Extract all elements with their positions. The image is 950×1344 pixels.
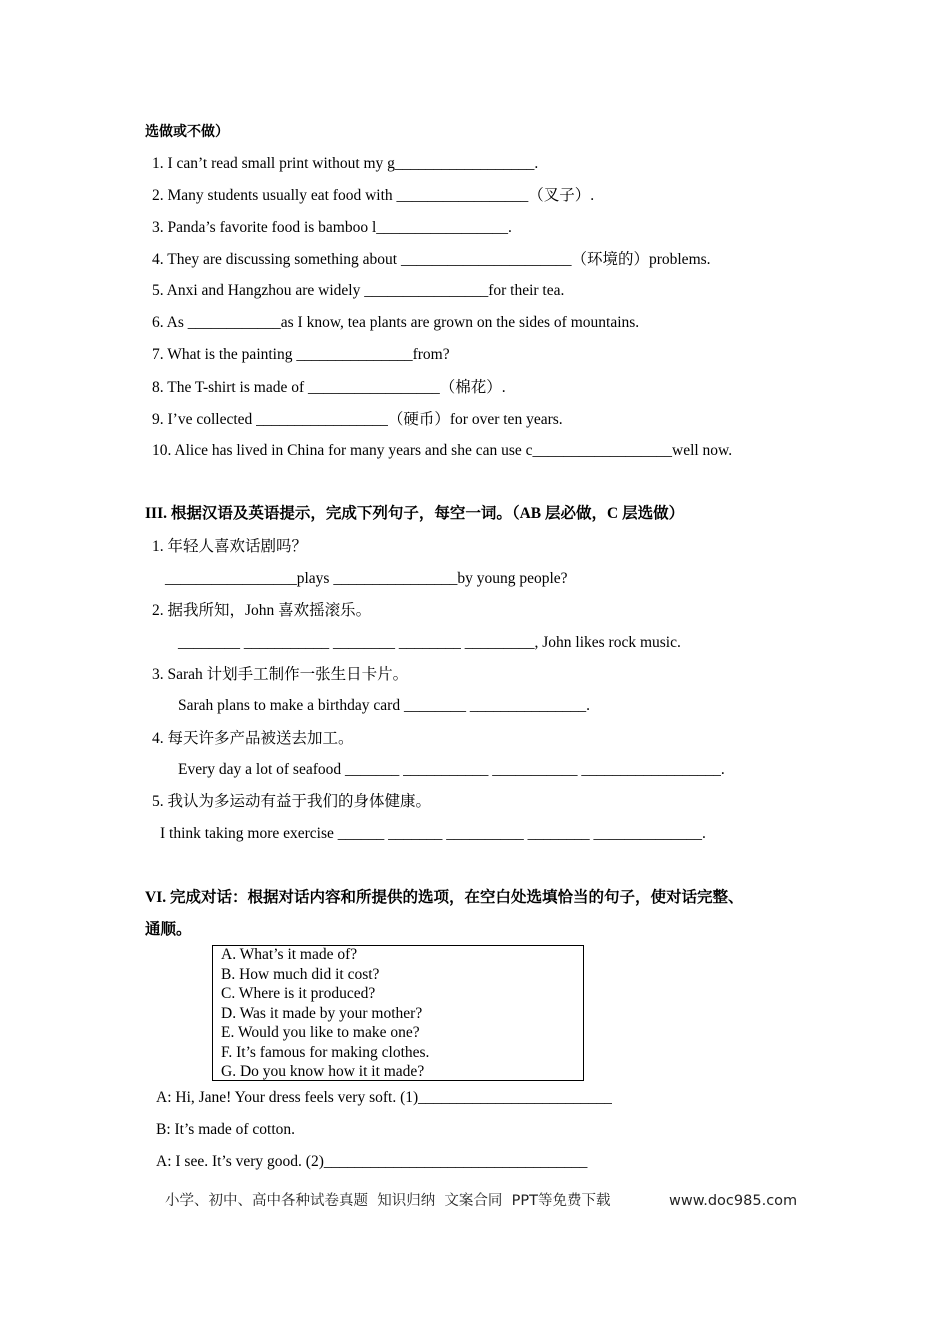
translation-answer-1: _________________plays ________________by young people? [165,570,568,587]
translation-prompt-3: 3. Sarah 计划手工制作一张生日卡片。 [152,666,409,683]
fill-blank-item-4: 4. They are discussing something about ______________________（环境的）problems. [152,251,711,268]
translation-answer-4: Every day a lot of seafood _______ ___________ ___________ __________________. [178,761,725,778]
section-6-heading-line-2: 通顺。 [145,921,192,938]
dialogue-line-1: A: Hi, Jane! Your dress feels very soft. (1)_________________________ [156,1089,612,1106]
fill-blank-item-7: 7. What is the painting _______________from? [152,346,450,363]
section-6-heading-line-1: VI. 完成对话：根据对话内容和所提供的选项，在空白处选填恰当的句子，使对话完整、 [145,889,744,906]
translation-answer-2: ________ ___________ ________ ________ _________, John likes rock music. [178,634,681,651]
fill-blank-item-5: 5. Anxi and Hangzhou are widely ________________for their tea. [152,282,565,299]
fill-blank-item-10: 10. Alice has lived in China for many years and she can use c__________________well now. [152,442,733,459]
fill-blank-item-3: 3. Panda’s favorite food is bamboo l_________________. [152,219,512,236]
translation-prompt-1: 1. 年轻人喜欢话剧吗？ [152,538,308,555]
footer-text: 小学、初中、高中各种试卷真题 知识归纳 文案合同 PPT等免费下载 [165,1193,611,1209]
option-e: E. Would you like to make one? [221,1024,420,1041]
fill-blank-item-1: 1. I can’t read small print without my g__________________. [152,155,539,172]
option-b: B. How much did it cost? [221,965,380,983]
section-3-heading: III. 根据汉语及英语提示，完成下列句子，每空一词。（AB 层必做，C 层选做） [145,505,685,522]
option-g: G. Do you know how it it made? [221,1063,425,1080]
translation-prompt-5: 5. 我认为多运动有益于我们的身体健康。 [152,793,432,810]
fill-blank-item-9: 9. I’ve collected _________________（硬币）for over ten years. [152,411,563,428]
dialogue-line-2: B: It’s made of cotton. [156,1121,296,1138]
translation-answer-3: Sarah plans to make a birthday card ________ _______________. [178,697,590,714]
fill-blank-item-8: 8. The T-shirt is made of _________________（棉花）. [152,379,506,396]
dialogue-line-3: A: I see. It’s very good. (2)__________________________________ [156,1153,588,1170]
option-c: C. Where is it produced? [221,985,376,1002]
translation-answer-5: I think taking more exercise ______ _______ __________ ________ ______________. [160,825,706,842]
section-heading-tail: 选做或不做） [145,124,229,140]
option-f: F. It’s famous for making clothes. [221,1043,430,1061]
translation-prompt-4: 4. 每天许多产品被送去加工。 [152,730,354,747]
translation-prompt-2: 2. 据我所知，John 喜欢摇滚乐。 [152,602,372,619]
options-box [212,945,584,1081]
fill-blank-item-2: 2. Many students usually eat food with _________________（叉子）. [152,187,595,204]
option-a: A. What’s it made of? [221,946,358,963]
fill-blank-item-6: 6. As ____________as I know, tea plants are grown on the sides of mountains. [152,314,640,331]
footer-url: www.doc985.com [669,1193,798,1209]
option-d: D. Was it made by your mother? [221,1004,423,1022]
